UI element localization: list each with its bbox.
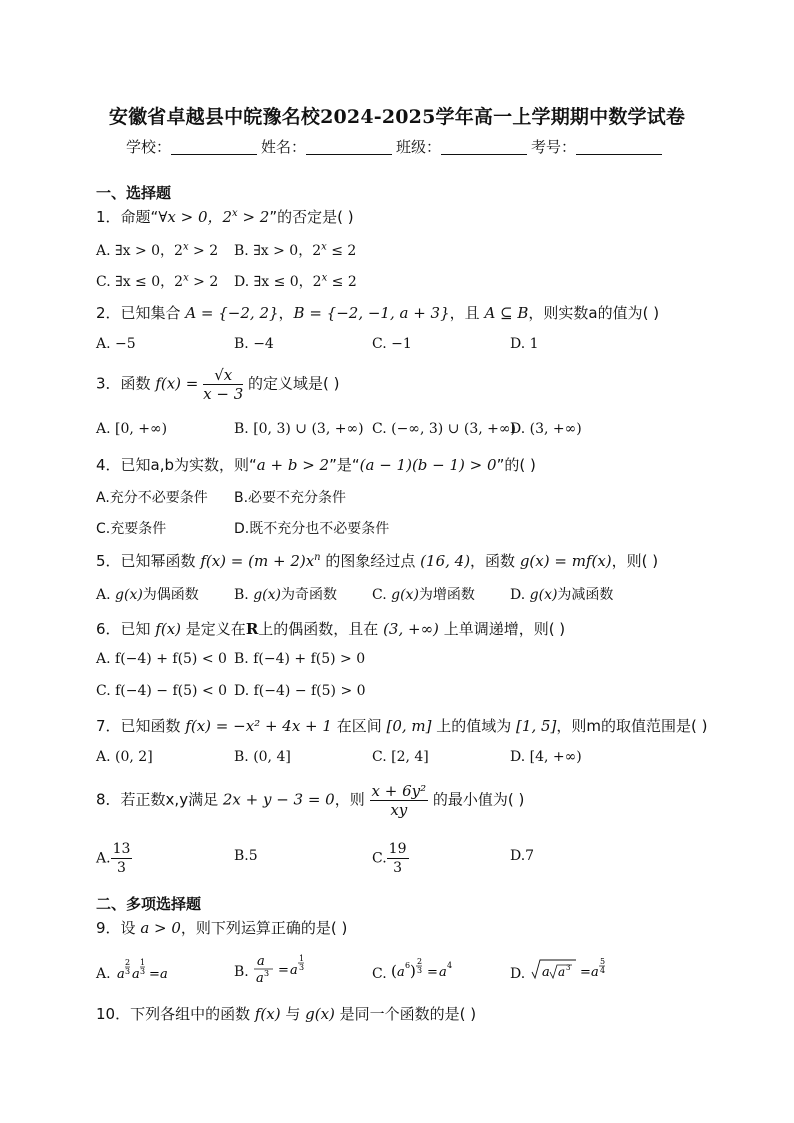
q8-option-c[interactable]: C. $\frac{19}{3}$ <box>372 841 407 876</box>
q6-option-d[interactable]: D. f(−4) − f(5) > 0 <box>234 683 366 699</box>
svg-text:4: 4 <box>599 966 605 975</box>
q9-c-formula <box>391 956 463 984</box>
section-title-1: 一、选择题 <box>96 184 172 202</box>
q3-option-a[interactable]: A. [0, +∞) <box>96 421 168 437</box>
q1-option-d[interactable]: D. ∃x ≤ 0，$2^x \le 2$ <box>234 272 357 290</box>
q8-fraction: $\frac{\text{x + 6y²}}{xy}$ <box>371 782 427 819</box>
number-label: 考号： <box>531 138 577 156</box>
school-blank[interactable] <box>171 138 257 155</box>
q6-option-b[interactable]: B. f(−4) + f(5) > 0 <box>234 651 366 667</box>
q8-c-fraction: $\frac{19}{3}$ <box>388 841 407 876</box>
svg-text:6: 6 <box>405 961 411 970</box>
svg-text:2: 2 <box>417 957 423 966</box>
q1-option-b[interactable]: B. ∃x > 0，$2^x \le 2$ <box>234 241 357 259</box>
question-3: 3．函数 f(x) = $\frac{√x}{x - 3}$ 的定义域是( ) <box>96 366 340 403</box>
q8-option-a[interactable]: A. $\frac{13}{3}$ <box>96 841 131 876</box>
q1-option-c[interactable]: C. ∃x ≤ 0，$2^x > 2$ <box>96 272 219 290</box>
svg-text:3: 3 <box>140 967 146 976</box>
svg-text:a: a <box>117 967 125 982</box>
q2-option-a[interactable]: A. −5 <box>96 336 136 352</box>
q2-option-c[interactable]: C. −1 <box>372 336 412 352</box>
svg-text:a: a <box>590 965 599 980</box>
q2-option-b[interactable]: B. −4 <box>234 336 274 352</box>
q2-option-d[interactable]: D. 1 <box>510 336 539 352</box>
q3-option-d[interactable]: D. (3, +∞) <box>510 421 582 437</box>
question-8: 8．若正数x,y满足 2x + y − 3 = 0，则 $\frac{\text{x + 6y²}}{xy}$ 的最小值为( ) <box>96 782 525 819</box>
svg-text:3: 3 <box>125 967 131 976</box>
q6-option-c[interactable]: C. f(−4) − f(5) < 0 <box>96 683 228 699</box>
student-info-line <box>126 136 666 157</box>
q1-option-a[interactable]: A. ∃x > 0，$2^x > 2$ <box>96 241 219 259</box>
q9-option-a[interactable]: A. a 2 3 a 1 3 = a <box>96 958 175 984</box>
q4-option-c[interactable]: C.充要条件 <box>96 521 167 537</box>
svg-text:a: a <box>256 971 264 986</box>
q3-option-b[interactable]: B. [0, 3) ∪ (3, +∞) <box>234 421 364 437</box>
section-title-2: 二、多项选择题 <box>96 895 202 913</box>
question-2: 2．已知集合 A = {−2, 2}，B = {−2, −1, a + 3}，且 A ⊆ B，则实数a的值为( ) <box>96 304 660 322</box>
q5-option-a[interactable]: A. g(x)为偶函数 <box>96 587 199 603</box>
question-10: 10．下列各组中的函数 f(x) 与 g(x) 是同一个函数的是( ) <box>96 1005 477 1023</box>
question-6: 6．已知 f(x) 是定义在R上的偶函数，且在 (3, +∞) 上单调递增，则( ) <box>96 620 566 638</box>
svg-text:a: a <box>132 967 140 982</box>
svg-text:4: 4 <box>447 961 453 970</box>
class-label: 班级： <box>396 138 442 156</box>
svg-text:=: = <box>427 965 439 980</box>
svg-text:5: 5 <box>599 957 605 966</box>
q4-option-d[interactable]: D.既不充分也不必要条件 <box>234 521 390 537</box>
svg-text:a: a <box>397 965 405 980</box>
q9-option-c[interactable]: C. ( a 6 ) 2 3 = a 4 <box>372 956 463 984</box>
q8-option-d[interactable]: D.7 <box>510 848 535 864</box>
svg-text:a: a <box>257 954 265 969</box>
q7-option-d[interactable]: D. [4, +∞) <box>510 749 582 765</box>
name-blank[interactable] <box>306 138 392 155</box>
q3-fraction: $\frac{√x}{x - 3}$ <box>203 366 244 403</box>
name-label: 姓名： <box>261 138 307 156</box>
svg-text:3: 3 <box>565 964 571 972</box>
number-blank[interactable] <box>576 138 662 155</box>
svg-text:a: a <box>541 965 550 980</box>
svg-text:a: a <box>557 965 565 979</box>
question-5: 5．已知幂函数 $f(x) = (m + 2)x^n$ 的图象经过点 (16, 4)，函数 g(x) = mf(x)，则( ) <box>96 552 659 570</box>
q3-option-c[interactable]: C. (−∞, 3) ∪ (3, +∞) <box>372 421 516 437</box>
svg-text:a: a <box>439 965 447 980</box>
q9-option-b[interactable]: B. a a 3 = a 1 3 <box>234 952 319 986</box>
svg-text:=: = <box>149 967 160 982</box>
svg-text:1: 1 <box>140 958 146 967</box>
q7-option-b[interactable]: B. (0, 4] <box>234 749 291 765</box>
svg-text:=: = <box>278 963 290 978</box>
school-label: 学校： <box>126 138 172 156</box>
svg-text:1: 1 <box>299 954 305 963</box>
question-1: 1．命题“∀x > 0，$2^x > 2$”的否定是( ) <box>96 208 354 226</box>
q9-d-formula <box>530 956 610 984</box>
q7-option-a[interactable]: A. (0, 2] <box>96 749 153 765</box>
q7-option-c[interactable]: C. [2, 4] <box>372 749 429 765</box>
svg-text:3: 3 <box>417 966 423 975</box>
exam-title: 安徽省卓越县中皖豫名校2024-2025学年高一上学期期中数学试卷 <box>108 106 686 128</box>
question-4: 4．已知a,b为实数，则“a + b > 2”是“(a − 1)(b − 1) > 0”的( ) <box>96 456 536 474</box>
svg-text:3: 3 <box>264 969 270 978</box>
q5-option-b[interactable]: B. g(x)为奇函数 <box>234 587 337 603</box>
q9-b-formula <box>253 952 319 986</box>
svg-text:(: ( <box>391 962 397 980</box>
q6-option-a[interactable]: A. f(−4) + f(5) < 0 <box>96 651 227 667</box>
svg-text:2: 2 <box>125 958 131 967</box>
q5-option-d[interactable]: D. g(x)为减函数 <box>510 587 614 603</box>
question-7: 7．已知函数 f(x) = −x² + 4x + 1 在区间 [0, m] 上的值域为 [1, 5]，则m的取值范围是( ) <box>96 717 708 735</box>
q8-option-b[interactable]: B.5 <box>234 848 258 864</box>
q9-a-formula <box>115 958 175 984</box>
svg-text:): ) <box>410 962 416 980</box>
question-9: 9．设 a > 0，则下列运算正确的是( ) <box>96 919 348 937</box>
q9-option-d[interactable]: D. a a 3 = a 5 4 <box>510 956 610 984</box>
q5-option-c[interactable]: C. g(x)为增函数 <box>372 587 475 603</box>
svg-text:3: 3 <box>299 963 305 972</box>
svg-text:a: a <box>160 967 168 982</box>
q8-a-fraction: $\frac{13}{3}$ <box>112 841 131 876</box>
q4-option-b[interactable]: B.必要不充分条件 <box>234 490 347 506</box>
svg-text:=: = <box>579 965 591 980</box>
svg-text:a: a <box>290 963 298 978</box>
class-blank[interactable] <box>441 138 527 155</box>
q4-option-a[interactable]: A.充分不必要条件 <box>96 490 208 506</box>
